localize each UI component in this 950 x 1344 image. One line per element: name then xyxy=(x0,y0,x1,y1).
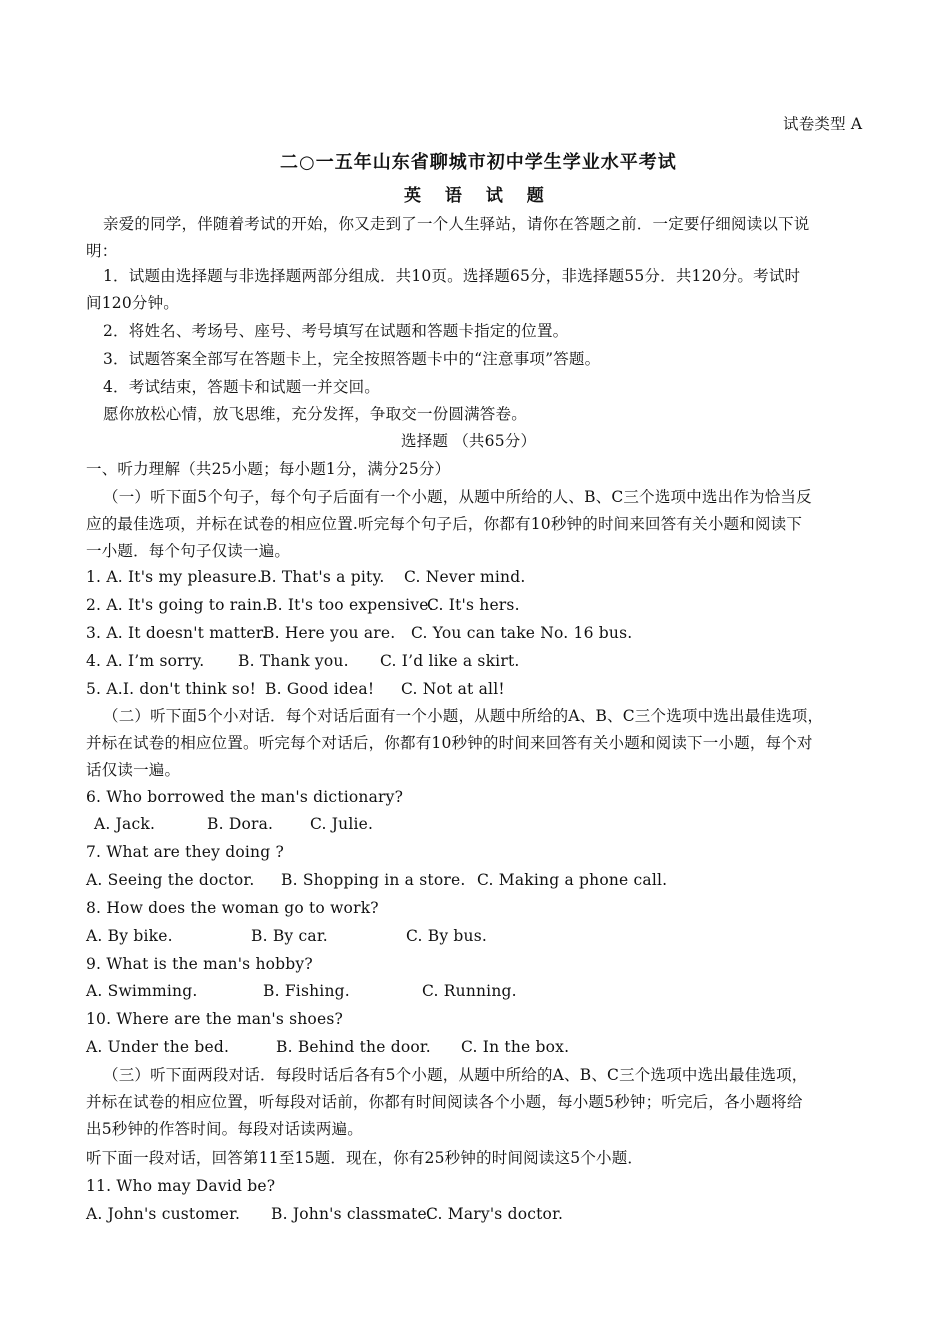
wish-line: 愿你放松心情，放飞思维，充分发挥，争取交一份圆满答卷。 xyxy=(103,405,527,423)
exam-title: 二○一五年山东省聊城市初中学生学业水平考试 xyxy=(280,152,677,173)
instruction-line: 听下面一段对话，回答第11至15题．现在，你有25秒钟的时间阅读这5个小题． xyxy=(86,1149,644,1167)
question-option-c: C. You can take No. 16 bus. xyxy=(411,624,633,642)
question-stem: 9. What is the man's hobby? xyxy=(86,955,313,973)
intro-line: 明： xyxy=(86,242,118,260)
question-option-a: A. By bike. xyxy=(86,927,173,945)
question-option-c: C. Running. xyxy=(422,982,517,1000)
question-stem: 8. How does the woman go to work? xyxy=(86,899,379,917)
instruction-line: 一小题．每个句子仅读一遍。 xyxy=(86,542,291,560)
question-option-b: B. It's too expensive. xyxy=(266,596,434,614)
intro-line: 亲爱的同学，伴随着考试的开始，你又走到了一个人生驿站，请你在答题之前．一定要仔细阅读以下说 xyxy=(103,215,810,233)
question-option-a: A. Swimming. xyxy=(86,982,198,1000)
question-option-b: B. Fishing. xyxy=(263,982,350,1000)
question-option-a: 1. A. It's my pleasure. xyxy=(86,568,262,586)
subject-title: 英 语 试 题 xyxy=(404,186,553,206)
question-option-c: C. In the box. xyxy=(461,1038,570,1056)
question-stem: 10. Where are the man's shoes? xyxy=(86,1010,344,1028)
question-option-b: B. John's classmate. xyxy=(271,1205,432,1223)
question-option-b: B. Thank you. xyxy=(238,652,349,670)
question-stem: 7. What are they doing ? xyxy=(86,843,284,861)
rule-line: 间120分钟。 xyxy=(86,294,179,312)
question-option-b: B. By car. xyxy=(251,927,328,945)
instruction-line: （三）听下面两段对话．每段时话后各有5个小题，从题中所给的A、B、C三个选项中选出最佳选项， xyxy=(103,1066,808,1084)
question-option-a: A. Jack. xyxy=(94,815,156,833)
part-title: 一、听力理解（共25小题；每小题1分，满分25分） xyxy=(86,460,451,478)
question-option-b: B. Behind the door. xyxy=(276,1038,431,1056)
question-option-a: A. John's customer. xyxy=(86,1205,241,1223)
question-option-b: B. Here you are. xyxy=(263,624,396,642)
question-option-c: C. Never mind. xyxy=(404,568,526,586)
question-option-a: 2. A. It's going to rain. xyxy=(86,596,268,614)
question-option-b: B. Dora. xyxy=(207,815,274,833)
question-option-c: C. I’d like a skirt. xyxy=(380,652,520,670)
rule-line: 1．试题由选择题与非选择题两部分组成．共10页。选择题65分，非选择题55分．共120分。考试时 xyxy=(103,267,801,285)
question-option-c: C. Making a phone call. xyxy=(477,871,668,889)
question-option-a: A. Seeing the doctor. xyxy=(86,871,255,889)
question-option-a: 4. A. I’m sorry. xyxy=(86,652,205,670)
paper-type-label: 试卷类型 A xyxy=(783,115,863,133)
question-option-c: C. By bus. xyxy=(406,927,488,945)
instruction-line: （一）听下面5个句子，每个句子后面有一个小题，从题中所给的人、B、C三个选项中选出作为恰当反 xyxy=(103,488,812,506)
question-stem: 6. Who borrowed the man's dictionary? xyxy=(86,788,404,806)
question-option-c: C. Mary's doctor. xyxy=(426,1205,564,1223)
instruction-line: 应的最佳选项，并标在试卷的相应位置.听完每个句子后，你都有10秒钟的时间来回答有关小题和阅读下 xyxy=(86,515,803,533)
question-option-b: B. Good idea! xyxy=(265,680,375,698)
instruction-line: （二）听下面5个小对话．每个对话后面有一个小题，从题中所给的A、B、C三个选项中选出最佳选项， xyxy=(103,707,824,725)
question-stem: 11. Who may David be? xyxy=(86,1177,276,1195)
instruction-line: 并标在试卷的相应位置。听完每个对话后，你都有10秒钟的时间来回答有关小题和阅读下一小题，每个对 xyxy=(86,734,813,752)
instruction-line: 话仅读一遍。 xyxy=(86,761,181,779)
rule-line: 3．试题答案全部写在答题卡上，完全按照答题卡中的“注意事项”答题。 xyxy=(103,350,601,368)
instruction-line: 出5秒钟的作答时间。每段对话读两遍。 xyxy=(86,1120,363,1138)
question-option-a: 3. A. It doesn't matter. xyxy=(86,624,267,642)
rule-line: 4．考试结束，答题卡和试题一并交回。 xyxy=(103,378,380,396)
rule-line: 2．将姓名、考场号、座号、考号填写在试题和答题卡指定的位置。 xyxy=(103,322,569,340)
question-option-c: C. It's hers. xyxy=(427,596,520,614)
question-option-a: 5. A.I. don't think so! xyxy=(86,680,257,698)
instruction-line: 并标在试卷的相应位置，听每段对话前，你都有时间阅读各个小题，每小题5秒钟；听完后，各小题将给 xyxy=(86,1093,803,1111)
question-option-b: B. That's a pity. xyxy=(260,568,385,586)
section-title: 选择题 （共65分） xyxy=(401,432,537,450)
question-option-a: A. Under the bed. xyxy=(86,1038,230,1056)
question-option-b: B. Shopping in a store. xyxy=(281,871,466,889)
question-option-c: C. Not at all! xyxy=(401,680,505,698)
question-option-c: C. Julie. xyxy=(310,815,374,833)
